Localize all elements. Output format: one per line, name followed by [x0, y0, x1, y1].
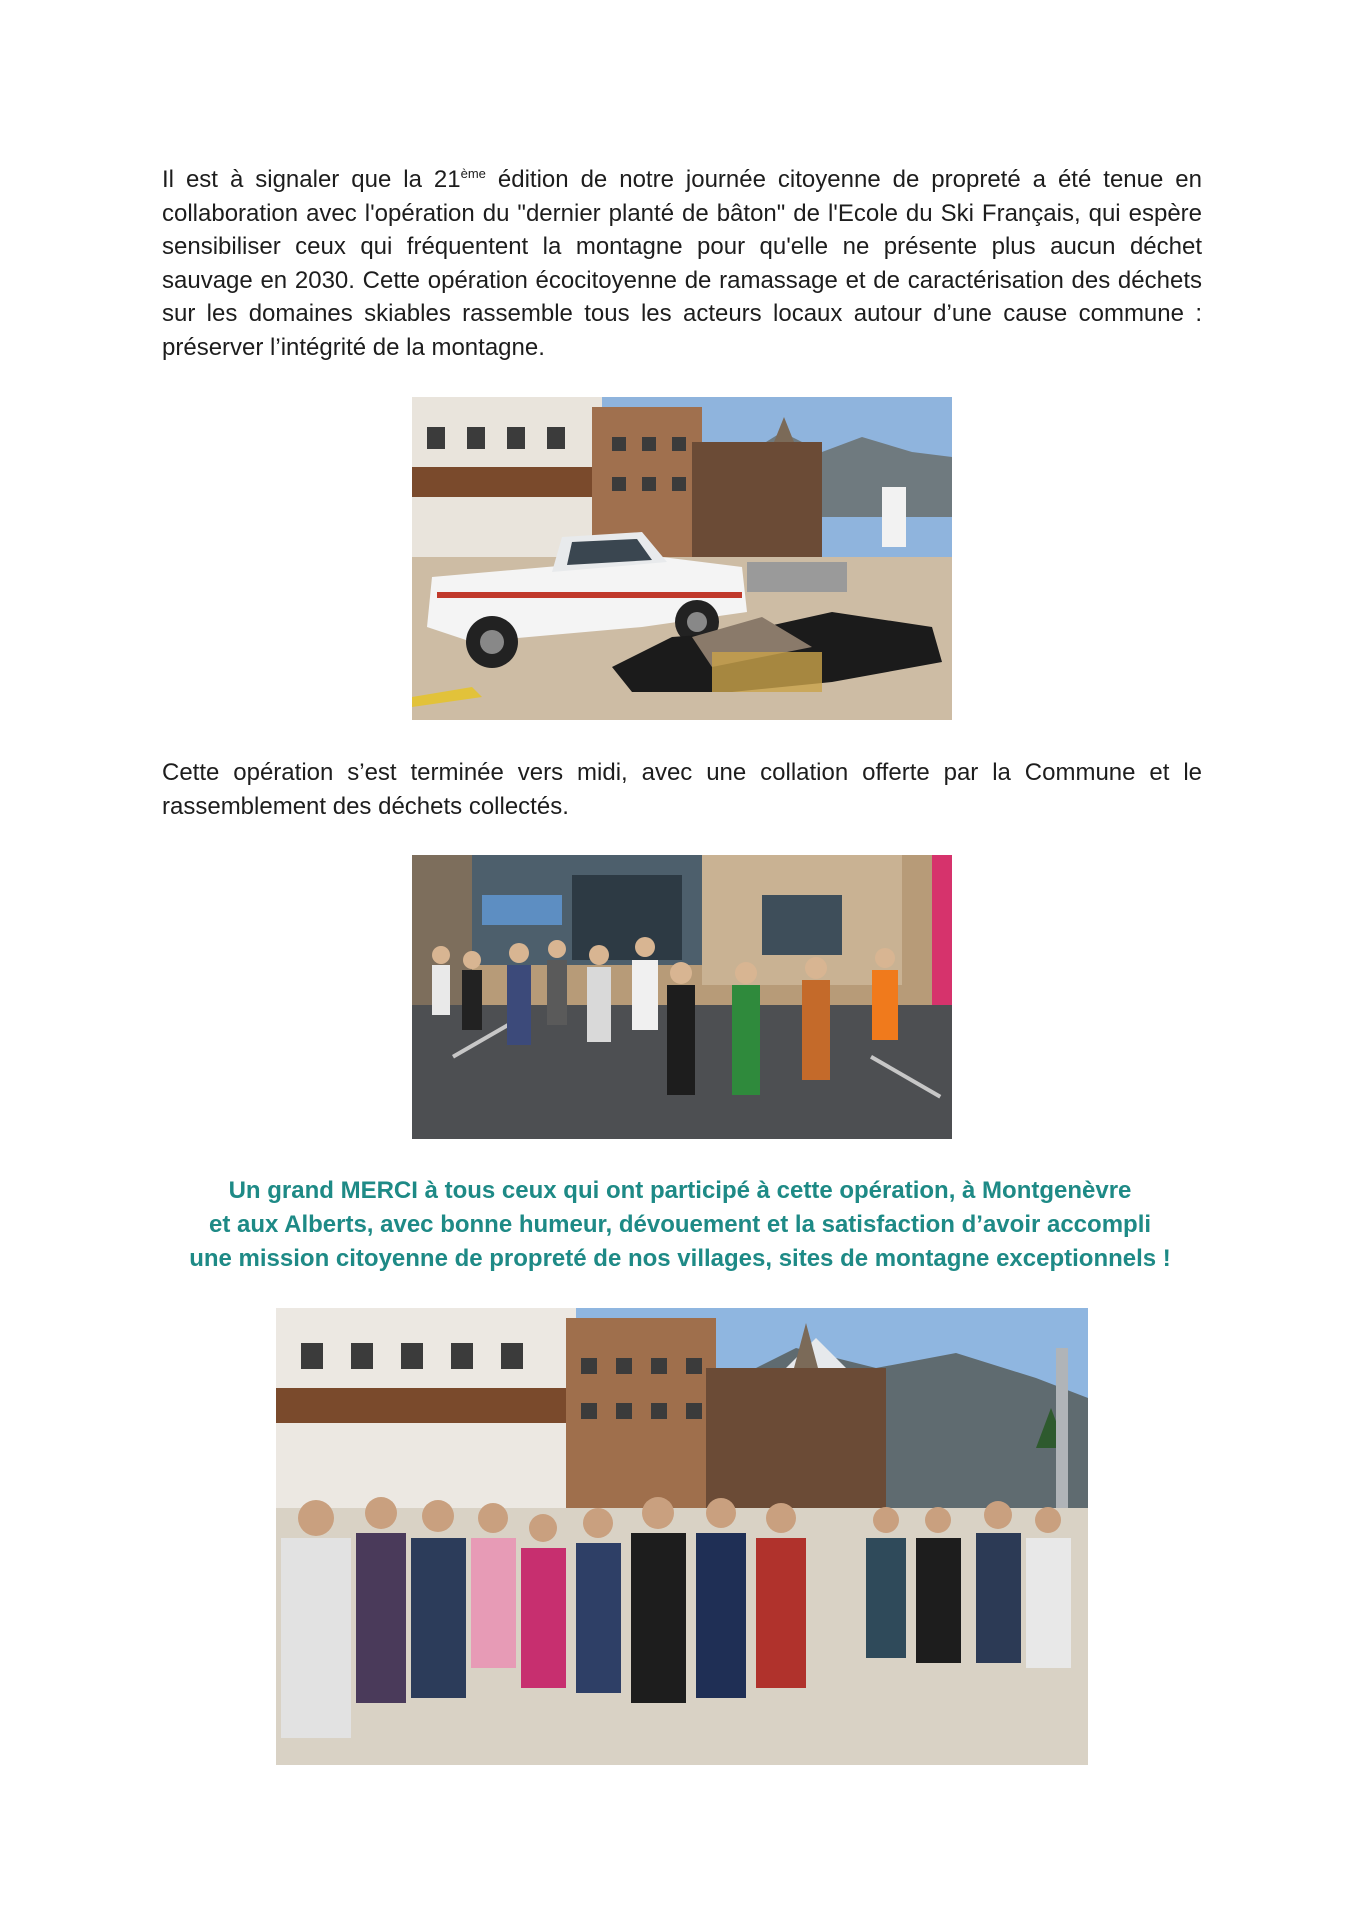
group-of-volunteers-in-village-square-photo — [276, 1308, 1088, 1765]
truck-photo-drawing — [412, 397, 952, 720]
pickup-truck-with-collected-waste-photo — [412, 397, 952, 720]
group-photo-drawing — [276, 1308, 1088, 1765]
paragraph-conclusion: Cette opération s’est terminée vers midi, avec une collation offerte par la Commune et le rassemblement des déchets collectés. — [162, 759, 1202, 820]
thanks-line-2: et aux Alberts, avec bonne humeur, dévouement et la satisfaction d’avoir accompli — [208, 1211, 1152, 1238]
gathering-photo-drawing — [412, 855, 952, 1139]
ordinal-superscript: ème — [460, 166, 486, 181]
thanks-message — [150, 1174, 1210, 1276]
thanks-line-1: Un grand MERCI à tous ceux qui ont participé à cette opération, à Montgenèvre — [228, 1177, 1132, 1204]
people-gathered-at-tourist-office-photo — [412, 855, 952, 1139]
paragraph-intro-text-a: Il est à signaler que la 21 — [162, 166, 461, 193]
thanks-line-3: une mission citoyenne de propreté de nos villages, sites de montagne exceptionnels ! — [189, 1245, 1171, 1272]
paragraph-intro — [162, 163, 1202, 365]
paragraph-intro-text-b: édition de notre journée citoyenne de propreté a été tenue en collaboration avec l'opération du "dernier planté de bâton" de l'Ecole du Ski Français, qui espère sensibiliser ceux qui fréquentent la montagne pour qu'elle ne présente plus aucun déchet sauvage en 2030. Cette opération écocitoyenne de ramassage et de caractérisation des déchets sur les domaines skiables rassemble tous les acteurs locaux autour d’une cause commune : préserver l’intégrité de la montagne. — [162, 166, 1202, 361]
